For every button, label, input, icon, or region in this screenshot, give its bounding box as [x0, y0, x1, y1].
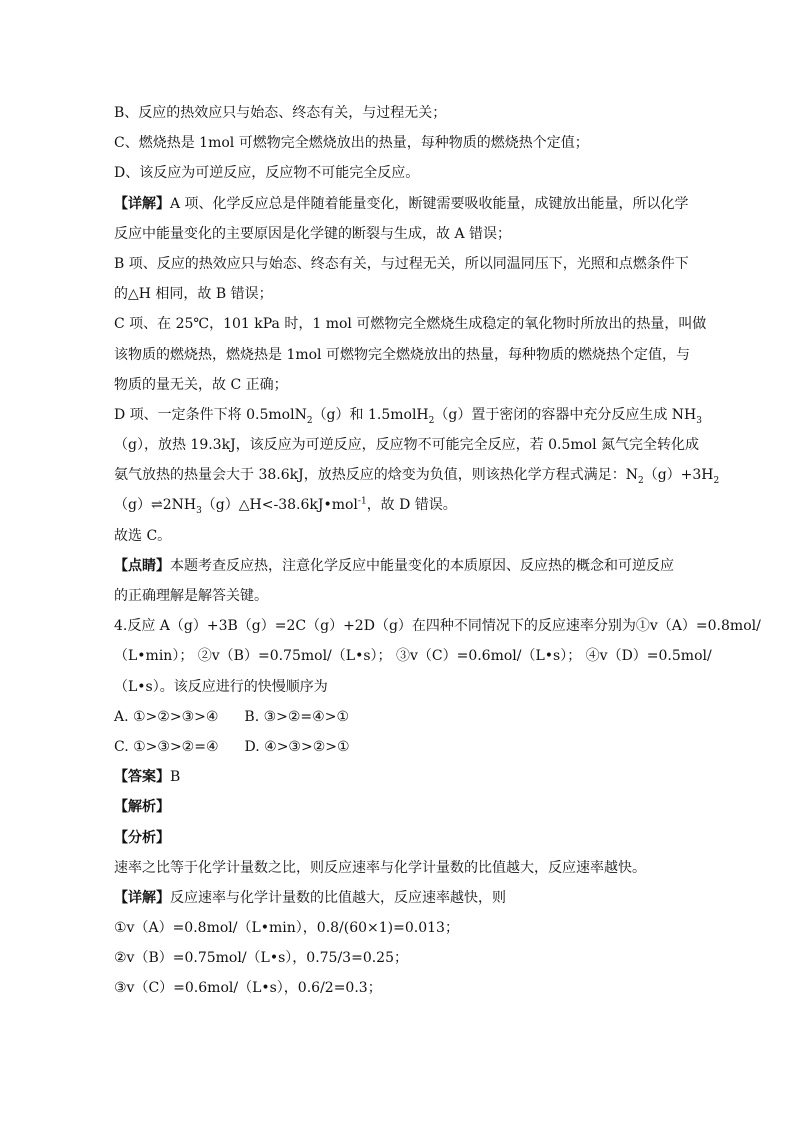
text: 4.反应 A（g）+3B（g）=2C（g）+2D（g）在四种不同情况下的反应速率分别为①v（A）=0.8mol/: [114, 618, 761, 635]
text: 故选 C。: [114, 527, 172, 544]
calc-line: [114, 973, 704, 1003]
answer-line: [114, 762, 704, 792]
option-a: A. ①>②>③>④: [114, 708, 219, 725]
text-line: [114, 219, 704, 249]
text: B、反应的热效应只与始态、终态有关，与过程无关；: [114, 105, 447, 121]
text-line: [114, 309, 707, 339]
calc-line: [114, 943, 704, 973]
text: （g）⇌2NH: [114, 497, 197, 514]
text-line: [114, 430, 704, 460]
tip-heading: 【点睛】: [114, 557, 170, 574]
text-line: [114, 158, 704, 188]
text: ②v（B）=0.75mol/（L•s），0.75/3=0.25；: [114, 950, 408, 967]
analysis-heading-line: [114, 792, 704, 822]
text-line: [114, 641, 712, 671]
text-line: [114, 490, 704, 520]
text: D、该反应为可逆反应，反应物不可能完全反应。: [114, 165, 420, 182]
superscript: -1: [357, 496, 367, 507]
text-line: [114, 128, 704, 158]
text: 反应中能量变化的主要原因是化学键的断裂与生成，故 A 错误；: [114, 225, 512, 242]
question-4-stem: [114, 611, 761, 641]
calc-line: [114, 913, 704, 943]
text: （g）置于密闭的容器中充分反应生成 NH: [434, 406, 697, 423]
text-line: [114, 279, 704, 309]
text: （g）+3H: [643, 467, 714, 484]
text: B 项、反应的热效应只与始态、终态有关，与过程无关，所以同温同压下，光照和点燃条件下: [114, 255, 689, 272]
subscript: 2: [306, 415, 313, 426]
subscript: 2: [637, 476, 644, 487]
text: ①v（A）=0.8mol/（L•min），0.8/(60×1)=0.013；: [114, 920, 459, 937]
text: （g），放热 19.3kJ，该反应为可逆反应，反应物不可能完全反应，若 0.5mol 氮气完全转化成: [114, 437, 700, 454]
conclusion: [114, 521, 704, 551]
text: C、燃烧热是 1mol 可燃物完全燃烧放出的热量，每种物质的燃烧热个定值；: [114, 135, 589, 152]
text-line: [114, 370, 704, 400]
text-line: [114, 883, 704, 913]
text-line: [114, 551, 704, 581]
text-line: [114, 672, 704, 702]
text: 本题考查反应热，注意化学反应中能量变化的本质原因、反应热的概念和可逆反应: [170, 557, 674, 574]
text-line: [114, 460, 720, 490]
text-line: [114, 581, 704, 611]
text: （g）△H<-38.6kJ•mol: [201, 497, 358, 514]
subscript: 2: [428, 415, 435, 426]
text-line: [114, 249, 704, 279]
text-line: [114, 400, 704, 430]
detail-heading: 【详解】: [114, 195, 170, 212]
option-b: B. ③>②=④>①: [244, 708, 349, 725]
text: （g）和 1.5molH: [312, 406, 429, 423]
option-c: C. ①>③>②=④: [114, 738, 219, 755]
text: 的△H 相同，故 B 错误；: [114, 286, 273, 303]
text: （L•s）。该反应进行的快慢顺序为: [114, 678, 328, 695]
answer-value: B: [170, 769, 181, 786]
text: 速率之比等于化学计量数之比，则反应速率与化学计量数的比值越大，反应速率越快。: [114, 859, 646, 876]
text-line: [114, 189, 704, 219]
text: C 项、在 25℃，101 kPa 时，1 mol 可燃物完全燃烧生成稳定的氧化物时所放出的热量，叫做: [114, 316, 707, 333]
text: 物质的量无关，故 C 正确；: [114, 376, 288, 393]
text: A 项、化学反应总是伴随着能量变化，断键需要吸收能量，成键放出能量，所以化学: [170, 195, 689, 212]
text: 的正确理解是解答关键。: [114, 588, 268, 604]
text-line: [114, 340, 704, 370]
document-page: [114, 98, 761, 1004]
text: ③v（C）=0.6mol/（L•s），0.6/2=0.3；: [114, 980, 382, 997]
options-row: [114, 702, 704, 732]
text: D 项、一定条件下将 0.5molN: [114, 406, 307, 423]
text: 反应速率与化学计量数的比值越大，反应速率越快，则: [170, 889, 506, 906]
text-line: [114, 853, 704, 883]
answer-heading: 【答案】: [114, 769, 170, 786]
subscript: 3: [696, 415, 702, 426]
option-d: D. ④>③>②>①: [244, 738, 350, 755]
text-line: [114, 98, 704, 128]
text: 该物质的燃烧热，燃烧热是 1mol 可燃物完全燃烧放出的热量，每种物质的燃烧热个定值，与: [114, 346, 690, 363]
text: （L•min）； ②v（B）=0.75mol/（L•s）； ③v（C）=0.6mol/（L•s）； ④v（D）=0.5mol/: [114, 648, 712, 665]
subscript: 2: [713, 476, 720, 487]
fenxi-heading: 【分析】: [114, 829, 170, 846]
text: 氨气放热的热量会大于 38.6kJ，放热反应的焓变为负值，则该热化学方程式满足：N: [114, 467, 638, 484]
fenxi-heading-line: [114, 823, 704, 853]
options-row: [114, 732, 704, 762]
analysis-heading: 【解析】: [114, 799, 170, 816]
text: ，故 D 错误。: [366, 497, 457, 514]
detail-heading: 【详解】: [114, 889, 170, 906]
subscript: 3: [196, 506, 202, 517]
